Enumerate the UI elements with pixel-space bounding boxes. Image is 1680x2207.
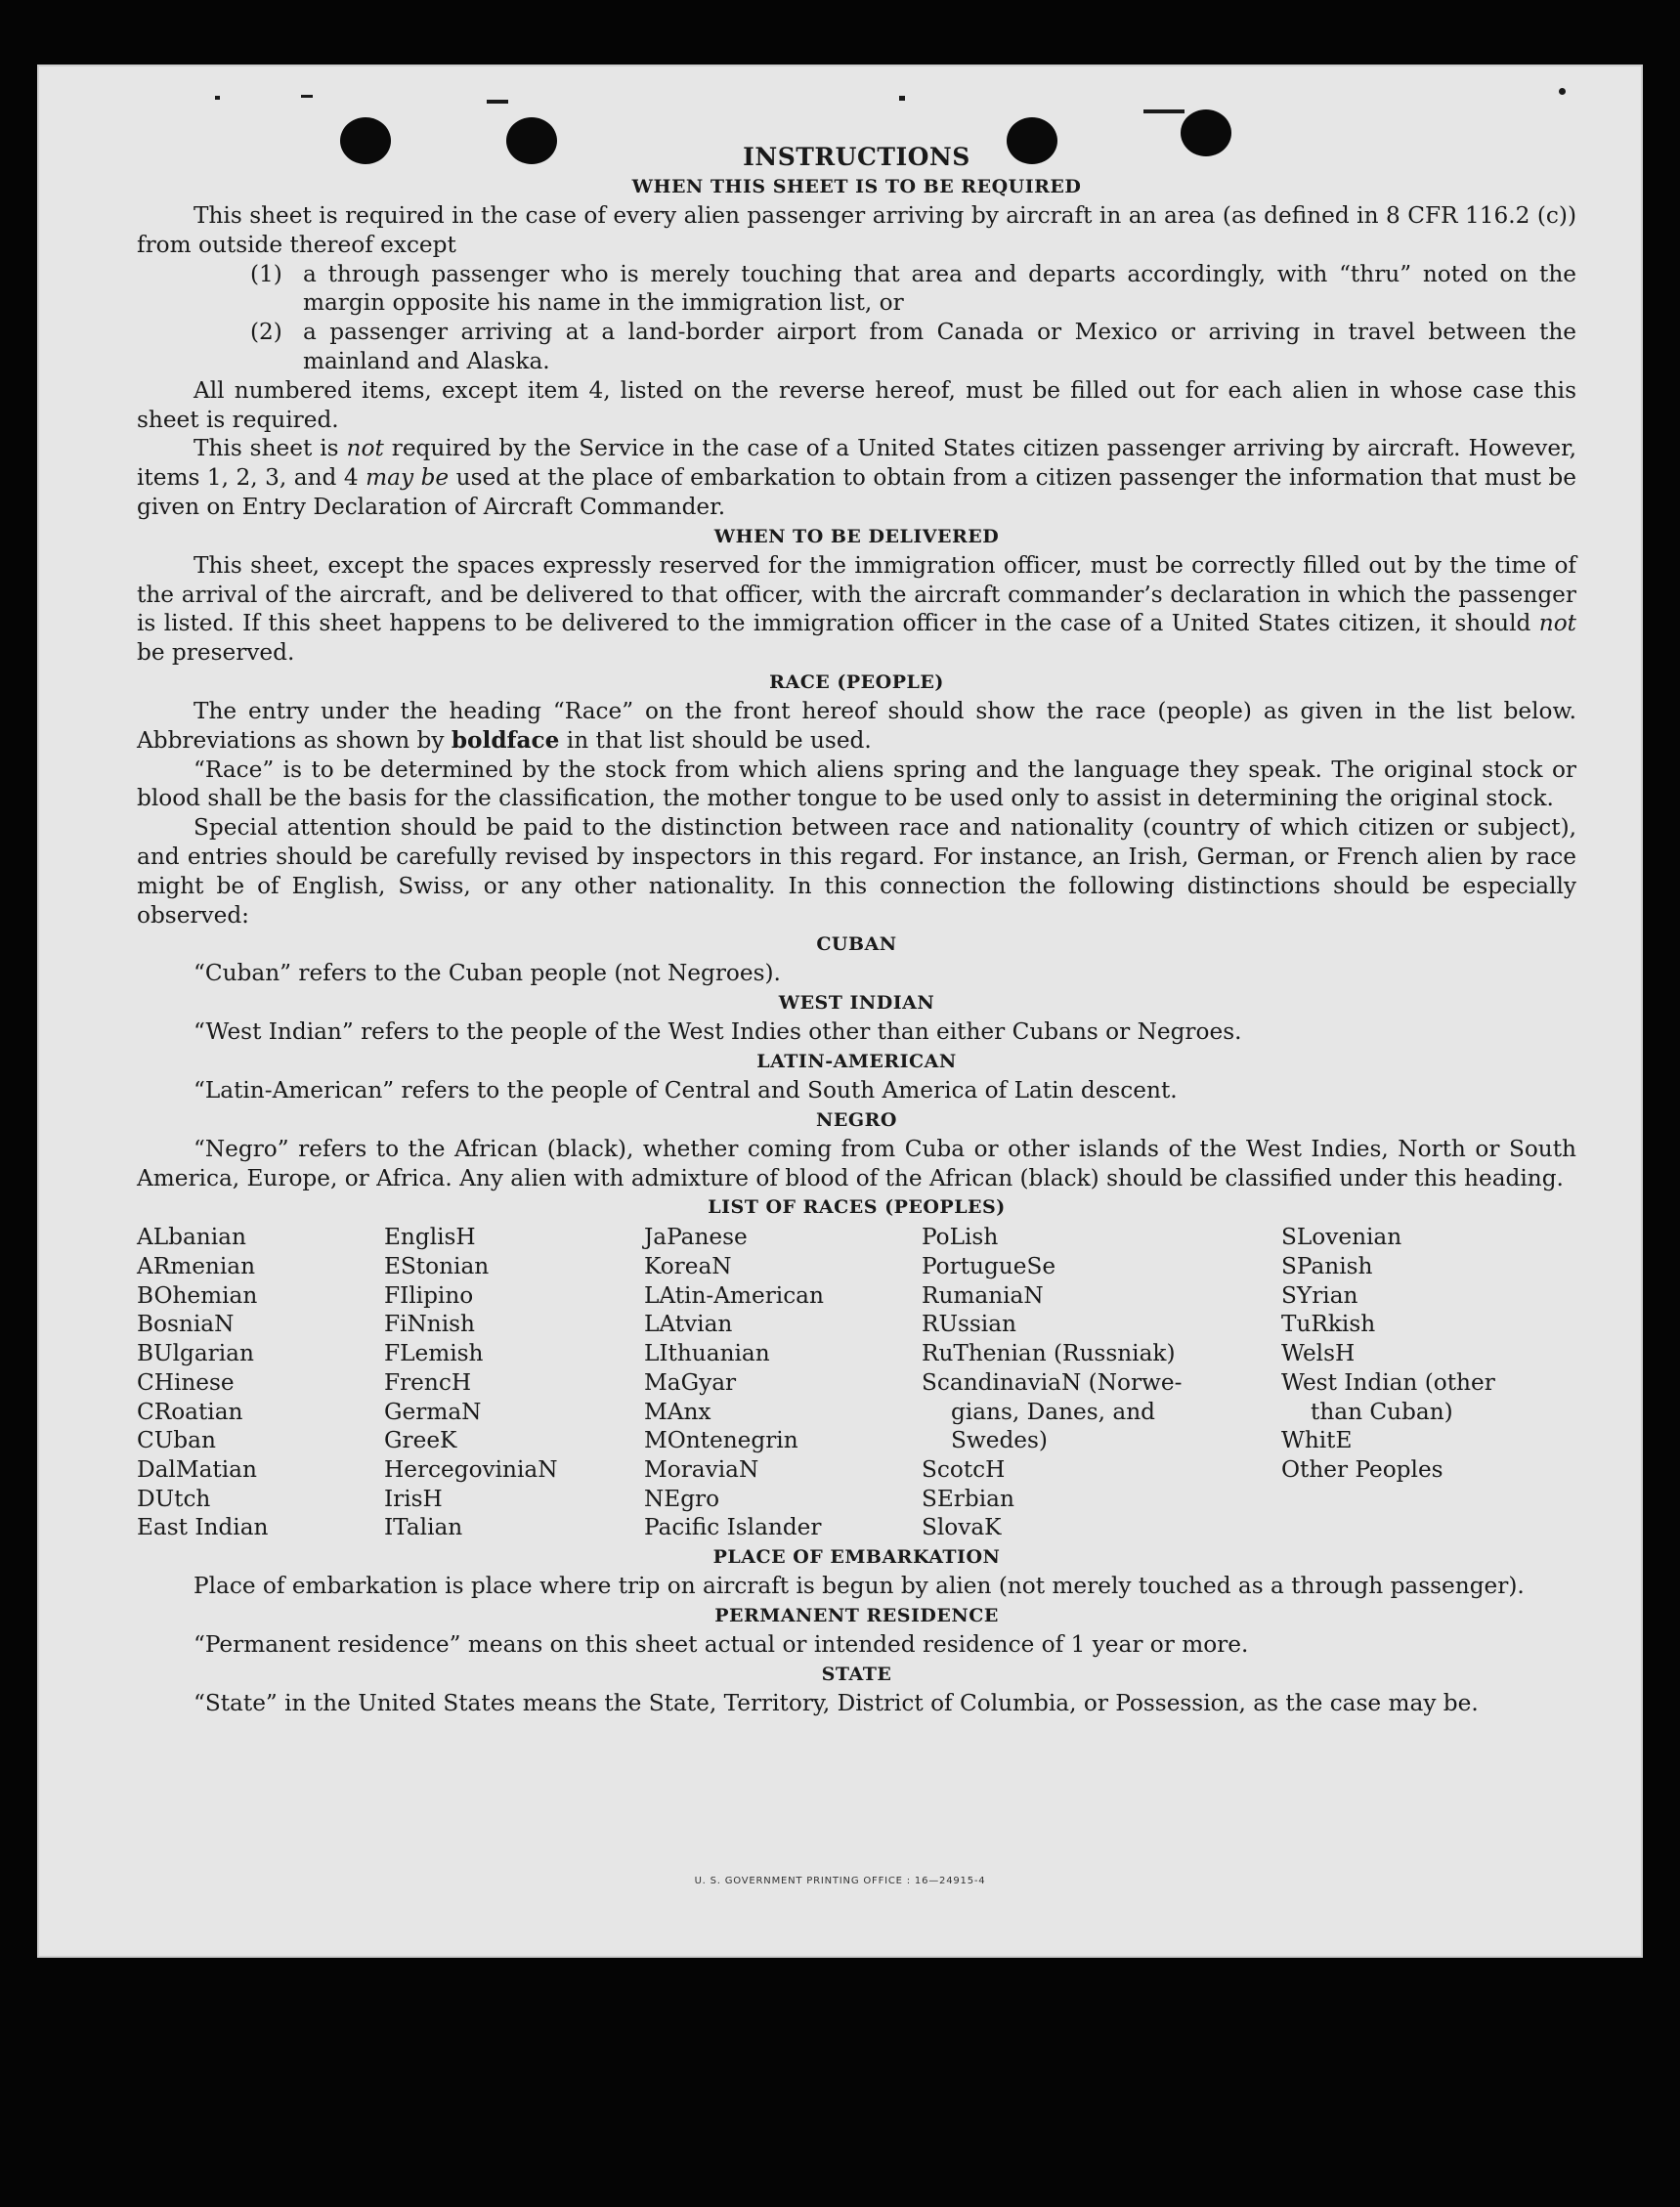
race-item: SlovaK	[922, 1514, 1002, 1541]
text-run: This sheet, except the spaces expressly reserved for the immigration officer, must be correctly filled out by the time of the arrival of the aircraft, and be delivered to that officer, with the aircraft commander’s declaration in which the passenger is listed. If this sheet happens to be delivered to the immigration officer in the case of a United States citizen, it should	[137, 551, 1576, 637]
race-item: GreeK	[384, 1427, 457, 1454]
race-item: West Indian (other	[1281, 1368, 1495, 1396]
printing-office-footer: U. S. GOVERNMENT PRINTING OFFICE : 16—24915-4	[694, 1876, 986, 1886]
heading-cuban: CUBAN	[816, 933, 897, 956]
race-item: SLovenian	[1281, 1224, 1402, 1251]
race-item: BUlgarian	[137, 1340, 254, 1367]
race-item: GermaN	[384, 1398, 482, 1425]
italic-text: not	[346, 435, 384, 462]
races-column	[1281, 1223, 1576, 1542]
heading-negro: NEGRO	[816, 1108, 897, 1131]
race-item: DalMatian	[137, 1455, 257, 1483]
race-item: CHinese	[137, 1368, 235, 1396]
race-item: RUssian	[922, 1311, 1016, 1338]
race-item: SPanish	[1281, 1253, 1373, 1280]
instructions-text	[137, 143, 1576, 1717]
paragraph-cuban: “Cuban” refers to the Cuban people (not Negroes).	[194, 960, 781, 987]
race-item: PoLish	[922, 1224, 999, 1251]
race-item: Pacific Islander	[644, 1514, 822, 1541]
heading-permanent-residence: PERMANENT RESIDENCE	[714, 1604, 999, 1626]
paragraph-citizen	[137, 434, 1576, 521]
race-item: ALbanian	[137, 1224, 246, 1251]
text-run: The entry under the heading “Race” on the front hereof should show the race (people) as given in the list below. Abbreviations as shown by	[137, 697, 1576, 754]
race-item-continuation: than Cuban)	[1311, 1398, 1453, 1425]
race-item: FiNnish	[384, 1311, 475, 1338]
heading-when-delivered: WHEN TO BE DELIVERED	[713, 525, 1000, 547]
bold-text: boldface	[451, 726, 560, 754]
exception-number: (2)	[250, 319, 282, 346]
race-item: CUban	[137, 1427, 216, 1454]
race-item: FLemish	[384, 1340, 484, 1367]
paragraph-state: “State” in the United States means the State, Territory, District of Columbia, or Possession, as the case may be.	[194, 1689, 1479, 1716]
scan-speck	[1559, 88, 1566, 95]
race-item: HercegoviniaN	[384, 1455, 558, 1483]
text-run: in that list should be used.	[559, 726, 872, 754]
scan-speck	[899, 96, 905, 101]
race-item: NEgro	[644, 1485, 720, 1512]
paragraph-residence: “Permanent residence” means on this sheet actual or intended residence of 1 year or more.	[194, 1630, 1249, 1658]
race-item: FIlipino	[384, 1281, 474, 1309]
race-item: Other Peoples	[1281, 1455, 1443, 1483]
race-item: EStonian	[384, 1253, 490, 1280]
race-item: SYrian	[1281, 1281, 1358, 1309]
race-item: TuRkish	[1281, 1311, 1376, 1338]
scan-speck	[301, 95, 313, 98]
race-item: RuThenian (Russniak)	[922, 1340, 1176, 1367]
race-item: BosniaN	[137, 1311, 235, 1338]
race-item: WhitE	[1281, 1427, 1353, 1454]
document-sheet	[39, 66, 1641, 1956]
exception-item	[250, 260, 1576, 319]
races-column	[384, 1223, 644, 1542]
scan-speck	[487, 100, 508, 104]
scan-speck	[1143, 109, 1185, 113]
paragraph-negro: “Negro” refers to the African (black), whether coming from Cuba or other islands of the West Indies, North or South America, Europe, or Africa. Any alien with admixture of blood of the African (black) should be classified under this heading.	[137, 1135, 1576, 1191]
page-title: INSTRUCTIONS	[743, 143, 970, 171]
heading-when-required: WHEN THIS SHEET IS TO BE REQUIRED	[631, 176, 1082, 197]
heading-latin-american: LATIN-AMERICAN	[756, 1050, 957, 1072]
text-run: be preserved.	[137, 639, 295, 667]
race-item: MaGyar	[644, 1368, 737, 1396]
race-item: ScotcH	[922, 1455, 1006, 1483]
race-item: MoraviaN	[644, 1455, 759, 1483]
paragraph-west-indian: “West Indian” refers to the people of the West Indies other than either Cubans or Negroes.	[194, 1018, 1242, 1046]
races-column	[922, 1223, 1281, 1542]
race-item: BOhemian	[137, 1281, 258, 1309]
text-run: required by the Service in the case of a United States citizen passenger arriving by aircraft. However, items 1, 2, 3, and 4	[137, 435, 1576, 492]
race-item: IrisH	[384, 1485, 443, 1512]
exception-text: a passenger arriving at a land-border airport from Canada or Mexico or arriving in travel between the mainland and Alaska.	[303, 319, 1576, 374]
paragraph-latin-american: “Latin-American” refers to the people of Central and South America of Latin descent.	[194, 1076, 1178, 1104]
heading-race: RACE (PEOPLE)	[769, 671, 944, 693]
race-item: PortugueSe	[922, 1253, 1056, 1280]
text-run: This sheet is	[194, 435, 347, 462]
race-item: MAnx	[644, 1398, 711, 1425]
race-item: LIthuanian	[644, 1340, 770, 1367]
race-item: ARmenian	[137, 1253, 256, 1280]
races-column	[644, 1223, 922, 1542]
race-item: EnglisH	[384, 1224, 476, 1251]
heading-place-of-embarkation: PLACE OF EMBARKATION	[712, 1546, 1001, 1569]
italic-text: may be	[366, 464, 450, 492]
race-item: LAtin-American	[644, 1281, 824, 1309]
paragraph-race-definition: “Race” is to be determined by the stock from which aliens spring and the language they speak. The original stock or blood shall be the basis for the classification, the mother tongue to be used only to assist in determining the original stock.	[137, 756, 1576, 812]
heading-state: STATE	[821, 1663, 892, 1685]
race-item-continuation: gians, Danes, and	[951, 1398, 1155, 1425]
paragraph-delivered	[137, 551, 1576, 668]
exception-item	[250, 318, 1576, 376]
italic-text: not	[1538, 610, 1576, 637]
paragraph-race-nationality: Special attention should be paid to the distinction between race and nationality (country of which citizen or subject), and entries should be carefully revised by inspectors in this regard. For instance, an Irish, German, or French alien by race might be of English, Swiss, or any other nationality. In this connection the following distinctions should be especially observed:	[137, 814, 1576, 929]
paragraph-numbered-items: All numbered items, except item 4, listed on the reverse hereof, must be filled out for each alien in whose case this sheet is required.	[137, 376, 1576, 433]
text-run: used at the place of embarkation to obtain from a citizen passenger the information that must be given on Entry Declaration of Aircraft Commander.	[137, 464, 1576, 520]
races-column	[137, 1223, 384, 1542]
paragraph-race-entry	[137, 697, 1576, 756]
race-item: RumaniaN	[922, 1281, 1044, 1309]
paragraph-required-intro: This sheet is required in the case of every alien passenger arriving by aircraft in an area (as defined in 8 CFR 116.2 (c)) from outside thereof except	[137, 202, 1576, 258]
scan-speck	[215, 96, 220, 100]
race-item: CRoatian	[137, 1398, 243, 1425]
race-item: DUtch	[137, 1485, 211, 1512]
race-item: ITalian	[384, 1514, 463, 1541]
race-item: KoreaN	[644, 1253, 732, 1280]
race-item: SErbian	[922, 1485, 1014, 1512]
race-item: MOntenegrin	[644, 1427, 798, 1454]
race-item: ScandinaviaN (Norwe-	[922, 1368, 1183, 1396]
heading-list-of-races: LIST OF RACES (PEOPLES)	[708, 1196, 1006, 1219]
race-item: WelsH	[1281, 1340, 1356, 1367]
paragraph-embarkation: Place of embarkation is place where trip on aircraft is begun by alien (not merely touched as a through passenger).	[194, 1573, 1525, 1600]
race-item: LAtvian	[644, 1311, 733, 1338]
races-list	[137, 1223, 1576, 1542]
race-item-continuation: Swedes)	[951, 1427, 1048, 1454]
heading-west-indian: WEST INDIAN	[778, 992, 935, 1015]
race-item: FrencH	[384, 1368, 472, 1396]
exception-number: (1)	[250, 260, 282, 287]
race-item: East Indian	[137, 1514, 269, 1541]
exception-text: a through passenger who is merely touching that area and departs accordingly, with “thru” noted on the margin opposite his name in the immigration list, or	[303, 260, 1576, 317]
race-item: JaPanese	[644, 1224, 748, 1251]
